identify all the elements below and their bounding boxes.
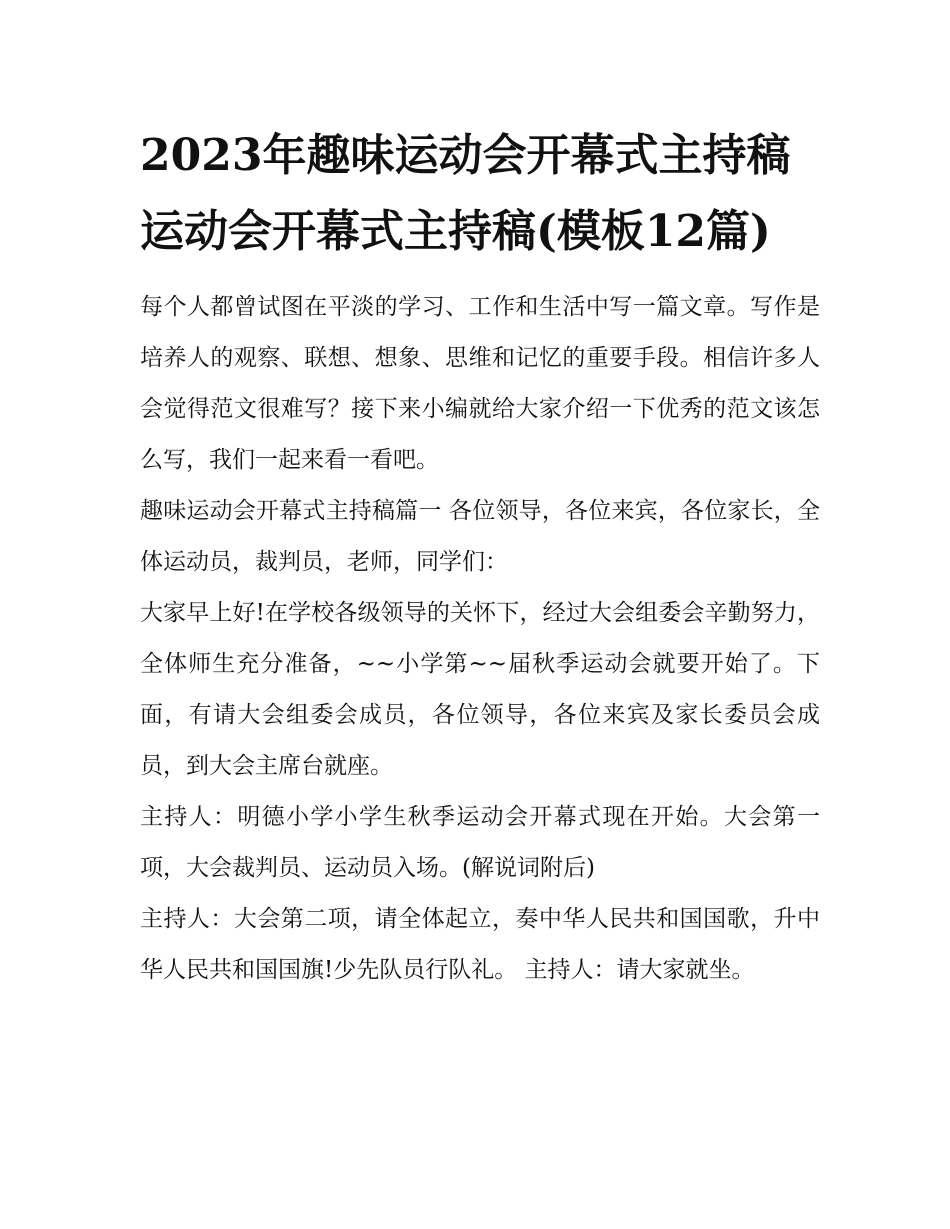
paragraph-opening: 大家早上好!在学校各级领导的关怀下，经过大会组委会辛勤努力，全体师生充分准备，~~小学第~~届秋季运动会就要开始了。下面，有请大会组委会成员，各位领导，各位来宾及家长委员会成员，到大会主席台就座。: [140, 600, 820, 779]
document-page: [140, 118, 820, 996]
document-title: 2023年趣味运动会开幕式主持稿 运动会开幕式主持稿(模板12篇): [140, 130, 791, 257]
paragraph-host-item-two: 主持人：大会第二项，请全体起立，奏中华人民共和国国歌，升中华人民共和国国旗!少先队员行队礼。 主持人：请大家就坐。: [140, 906, 820, 983]
paragraph-greeting: 趣味运动会开幕式主持稿篇一 各位领导，各位来宾，各位家长，全体运动员，裁判员，老师，同学们：: [140, 498, 820, 575]
paragraph-host-item-one: 主持人：明德小学小学生秋季运动会开幕式现在开始。大会第一项，大会裁判员、运动员入场。(解说词附后): [140, 804, 820, 881]
paragraph-intro: 每个人都曾试图在平淡的学习、工作和生活中写一篇文章。写作是培养人的观察、联想、想象、思维和记忆的重要手段。相信许多人会觉得范文很难写？接下来小编就给大家介绍一下优秀的范文该怎么写，我们一起来看一看吧。: [140, 294, 820, 473]
